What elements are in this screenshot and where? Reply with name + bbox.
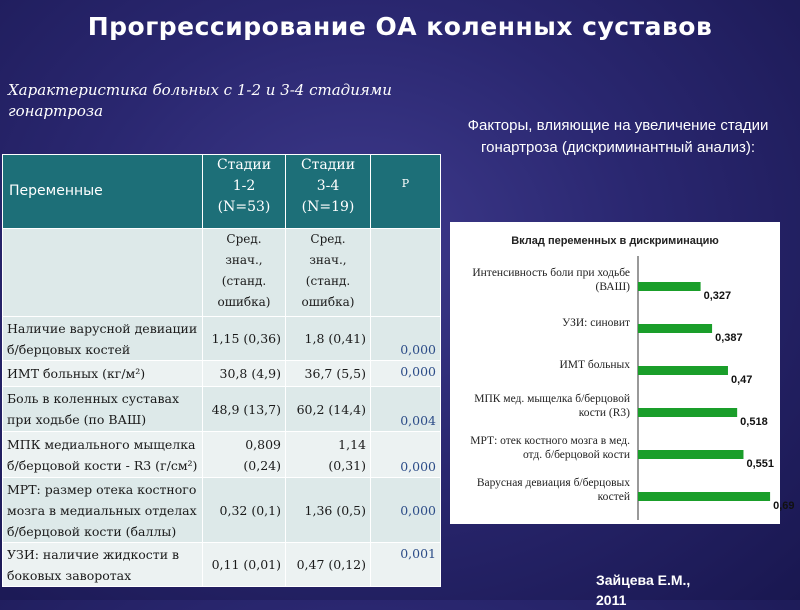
author-credit	[596, 570, 690, 610]
row-p-value: 0,000	[371, 478, 441, 543]
value-line: 0,11 (0,01)	[211, 557, 281, 572]
chart-value-label: 0,327	[703, 290, 732, 302]
row-value-stage-3-4	[286, 317, 371, 361]
chart-bar	[638, 492, 770, 501]
row-value-stage-1-2	[203, 478, 286, 543]
chart-value-label: 0,47	[730, 374, 753, 386]
chart-bar	[638, 366, 728, 375]
row-variable	[3, 317, 203, 361]
row-variable	[3, 478, 203, 543]
variable-line: УЗИ: наличие жидкости в	[7, 546, 180, 562]
header-line: 3-4	[316, 178, 340, 194]
value-line: 0,809	[245, 436, 281, 452]
chart-category-label: кости (R3)	[578, 407, 630, 419]
chart-category-label: МПК мед. мыщелка б/берцовой	[474, 393, 630, 405]
header-line: Стадии	[300, 157, 356, 173]
chart-bar	[638, 282, 701, 291]
page-title: Прогрессирование ОА коленных суставов	[87, 12, 713, 41]
discriminant-chart-panel	[450, 222, 795, 524]
header-line: 1-2	[232, 178, 256, 194]
row-value-stage-1-2	[203, 387, 286, 432]
chart-bar	[638, 408, 737, 417]
row-p-value: 0,004	[371, 387, 441, 432]
patient-characteristics-table	[2, 154, 441, 587]
table-row	[3, 543, 441, 587]
row-value-stage-1-2	[203, 361, 286, 387]
subheader-line: (станд.	[305, 274, 351, 288]
table-row	[3, 478, 441, 543]
subheader-line: (станд.	[221, 274, 267, 288]
subheader-line: Сред.	[226, 232, 262, 246]
chart-bar	[638, 324, 712, 333]
variable-line: ИМТ больных (кг/м²)	[7, 366, 146, 381]
value-line: 60,2 (14,4)	[296, 401, 366, 417]
chart-value-label: 0,387	[715, 332, 743, 344]
chart-title: Вклад переменных в дискриминацию	[511, 235, 719, 247]
row-value-stage-3-4	[286, 432, 371, 478]
chart-value-label: 0,551	[746, 458, 775, 470]
subheader-stage-3-4	[286, 229, 371, 317]
row-variable	[3, 361, 203, 387]
chart-category-label: ИМТ больных	[559, 359, 630, 371]
subheader-line: ошибка)	[217, 295, 271, 309]
table-caption: Характеристика больных с 1-2 и 3-4 стадиями гонартроза	[8, 81, 392, 120]
subheader-empty	[3, 229, 203, 317]
chart-category-label: отд. б/берцовой кости	[522, 449, 630, 461]
chart-value-label: 0,69	[773, 500, 795, 512]
row-value-stage-1-2	[203, 543, 286, 587]
chart-category-label: Интенсивность боли при ходьбе	[472, 267, 630, 279]
subheader-line: ошибка)	[301, 295, 355, 309]
row-value-stage-3-4	[286, 361, 371, 387]
header-line: Стадии	[216, 157, 272, 173]
value-line: 1,36 (0,5)	[304, 502, 366, 518]
value-line: 48,9 (13,7)	[211, 401, 281, 417]
row-value-stage-1-2	[203, 317, 286, 361]
table-header-row	[3, 155, 441, 229]
row-variable	[3, 432, 203, 478]
value-line: 0,47 (0,12)	[296, 557, 366, 572]
chart-category-label: МРТ: отек костного мозга в мед.	[470, 435, 630, 447]
header-p: P	[371, 155, 441, 229]
value-line: 30,8 (4,9)	[219, 366, 281, 381]
author-line: 2011	[596, 592, 627, 608]
variable-line: б/берцовых костей	[7, 341, 131, 357]
chart-value-label: 0,518	[740, 416, 768, 428]
row-value-stage-3-4	[286, 543, 371, 587]
value-line: (0,31)	[328, 457, 366, 473]
chart-bars	[470, 267, 794, 512]
table-row	[3, 432, 441, 478]
author-line: Зайцева Е.М.,	[596, 572, 691, 588]
row-p-value: 0,000	[371, 361, 441, 387]
row-value-stage-3-4	[286, 478, 371, 543]
variable-line: при ходьбе (по ВАШ)	[7, 412, 147, 427]
chart-category-label: УЗИ: синовит	[562, 317, 630, 329]
variable-line: МРТ: размер отека костного	[7, 481, 197, 497]
row-variable	[3, 387, 203, 432]
discriminant-bar-chart	[450, 222, 795, 524]
row-p-value: 0,000	[371, 432, 441, 478]
table-subheader-row	[3, 229, 441, 317]
chart-caption: Факторы, влияющие на увеличение стадии гонартроза (дискриминантный анализ):	[467, 117, 769, 156]
subheader-stage-1-2	[203, 229, 286, 317]
header-stage-3-4	[286, 155, 371, 229]
subheader-line: знач.,	[225, 253, 263, 267]
value-line: 1,15 (0,36)	[211, 331, 281, 346]
subheader-p-empty	[371, 229, 441, 317]
variable-line: Наличие варусной девиации	[7, 320, 198, 336]
variable-line: боковых заворотах	[7, 567, 132, 583]
subheader-line: знач.,	[309, 253, 347, 267]
chart-bar	[638, 450, 743, 459]
row-value-stage-3-4	[286, 387, 371, 432]
chart-category-label: (ВАШ)	[595, 281, 630, 293]
header-stage-1-2	[203, 155, 286, 229]
table-row	[3, 387, 441, 432]
variable-line: мозга в медиальных отделах	[7, 502, 197, 518]
row-p-value: 0,001	[371, 543, 441, 587]
value-line: (0,24)	[243, 457, 281, 473]
value-line: 36,7 (5,5)	[304, 366, 366, 381]
row-p-value: 0,000	[371, 317, 441, 361]
variable-line: МПК медиального мыщелка	[7, 436, 196, 452]
chart-category-label: костей	[597, 491, 630, 503]
variable-line: б/берцовой кости - R3 (г/см²)	[7, 457, 198, 473]
row-variable	[3, 543, 203, 587]
value-line: 1,14	[338, 436, 366, 452]
header-line: (N=19)	[301, 199, 355, 215]
value-line: 1,8 (0,41)	[304, 331, 366, 346]
header-line: (N=53)	[217, 199, 271, 215]
variable-line: б/берцовой кости (баллы)	[7, 523, 177, 539]
chart-category-label: Варусная девиация б/берцовых	[476, 477, 630, 489]
value-line: 0,32 (0,1)	[219, 502, 281, 518]
row-value-stage-1-2	[203, 432, 286, 478]
variable-line: Боль в коленных суставах	[7, 391, 180, 406]
table-row	[3, 361, 441, 387]
subheader-line: Сред.	[310, 232, 346, 246]
table-row	[3, 317, 441, 361]
header-variables: Переменные	[3, 155, 203, 229]
